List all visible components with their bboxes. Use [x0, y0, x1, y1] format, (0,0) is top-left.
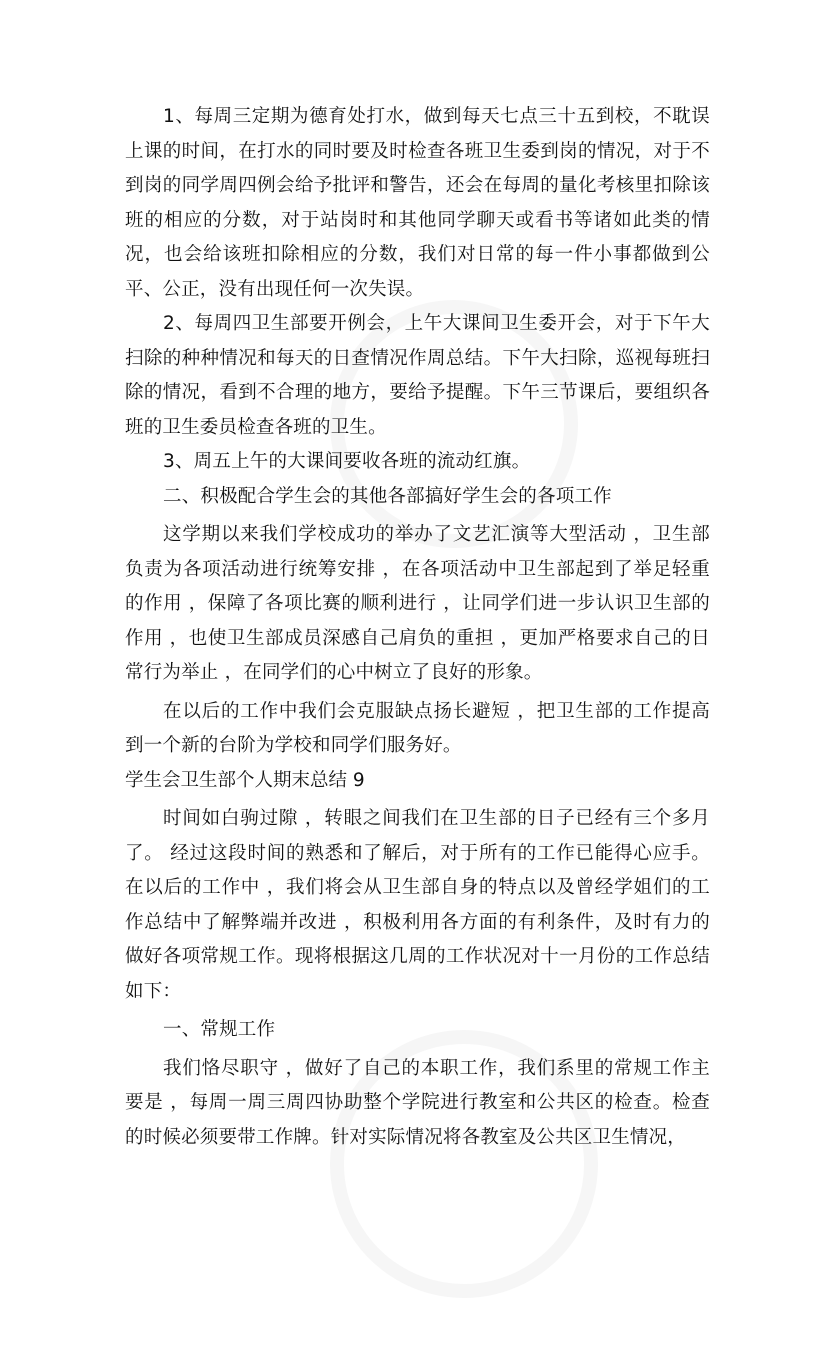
paragraph: 时间如白驹过隙 ，转眼之间我们在卫生部的日子已经有三个多月了。 经过这段时间的熟悉和了解后，对于所有的工作已能得心应手。在以后的工作中 ，我们将会从卫生部自身的特点以及曾经学姐们的工作总结中了解弊端并改进 ，积极利用各方面的有利条件，及时有力的做好各项常规工作。现将根据这几周的工作状况对十一月份的工作总结如下： [125, 808, 710, 1002]
paragraph: 这学期以来我们学校成功的举办了文艺汇演等大型活动 ，卫生部负责为各项活动进行统筹安排 ，在各项活动中卫生部起到了举足轻重的作用 ，保障了各项比赛的顺利进行 ，让同学们进一步认识卫生部的作用 ，也使卫生部成员深感自己肩负的重担 ，更加严格要求自己的日常行为举止 ，在同学们的心中树立了良好的形象。 [125, 524, 710, 683]
paragraph: 1、每周三定期为德育处打水，做到每天七点三十五到校，不耽误上课的时间，在打水的同时要及时检查各班卫生委到岗的情况，对于不到岗的同学周四例会给予批评和警告，还会在每周的量化考核里扣除该班的相应的分数，对于站岗时和其他同学聊天或看书等诸如此类的情况，也会给该班扣除相应的分数，我们对日常的每一件小事都做到公平、公正，没有出现任何一次失误。 [125, 106, 710, 300]
section-title: 学生会卫生部个人期末总结 9 [125, 769, 365, 791]
paragraph: 2、每周四卫生部要开例会，上午大课间卫生委开会，对于下午大扫除的种种情况和每天的日查情况作周总结。下午大扫除，巡视每班扫除的情况，看到不合理的地方，要给予提醒。下午三节课后，要组织各班的卫生委员检查各班的卫生。 [125, 313, 710, 438]
document-body [125, 100, 710, 1155]
paragraph: 在以后的工作中我们会克服缺点扬长避短 ，把卫生部的工作提高到一个新的台阶为学校和同学们服务好。 [125, 700, 710, 756]
paragraph: 一、常规工作 [163, 1019, 276, 1040]
paragraph: 3、周五上午的大课间要收各班的流动红旗。 [163, 451, 531, 472]
paragraph: 我们恪尽职守 ，做好了自己的本职工作，我们系里的常规工作主要是 ，每周一周三周四协助整个学院进行教室和公共区的检查。检查的时候必须要带工作牌。针对实际情况将各教室及公共区卫生情况， [125, 1057, 710, 1148]
paragraph: 二、积极配合学生会的其他各部搞好学生会的各项工作 [163, 485, 612, 507]
